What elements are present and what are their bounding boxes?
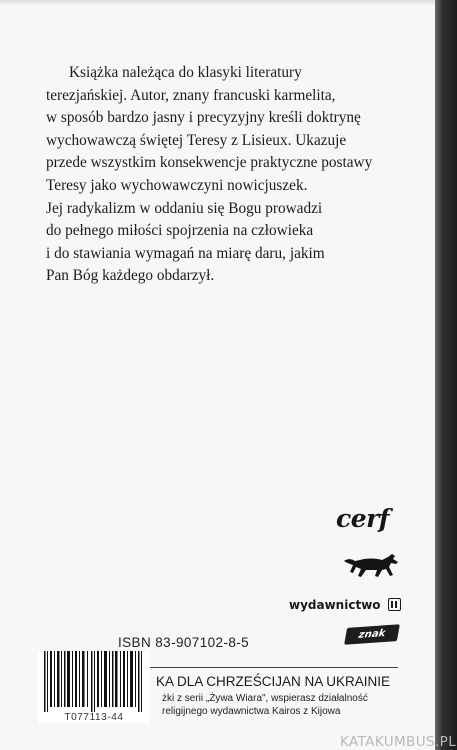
barcode: [38, 651, 150, 723]
promo-text-line: żki z serii „Żywa Wiara", wspierasz działalność: [162, 693, 368, 704]
blurb-line: Teresy jako wychowawczyni nowicjuszek.: [46, 176, 308, 194]
promo-title: KA DLA CHRZEŚCIJAN NA UKRAINIE: [156, 674, 391, 689]
blurb-line: Jej radykalizm w oddaniu się Bogu prowadzi: [46, 199, 323, 217]
blurb-line: w sposób bardzo jasny i precyzyjny kreśli doktrynę: [46, 109, 361, 127]
promo-divider: [150, 667, 398, 668]
horse-silhouette-icon: [342, 549, 402, 583]
m-square-icon: [388, 598, 401, 611]
scan-top-shadow: [0, 0, 435, 6]
blurb-line: Książka należąca do klasyki literatury: [69, 64, 302, 81]
blurb-line: terezjańskiej. Autor, znany francuski karmelita,: [46, 86, 336, 104]
scan-dark-edge: [435, 0, 457, 750]
znak-logo: znak: [344, 624, 400, 645]
promo-text-line: religijnego wydawnictwa Kairos z Kijowa: [162, 706, 341, 717]
blurb-line: do pełnego miłości spojrzenia na człowieka: [46, 222, 314, 240]
source-watermark: KATAKUMBUS.PL: [340, 734, 457, 750]
cover-blurb: [46, 62, 396, 288]
blurb-line: wychowawczą świętej Teresy z Lisieux. Ukazuje: [46, 131, 347, 149]
wydawnictwo-label: wydawnictwo: [289, 598, 381, 612]
blurb-line: przede wszystkim konsekwencje praktyczne postawy: [46, 154, 373, 172]
blurb-line: Pan Bóg każdego obdarzył.: [46, 267, 215, 285]
blurb-line: i do stawiania wymagań na miarę daru, jakim: [46, 244, 325, 262]
barcode-bars: [38, 651, 150, 712]
isbn-text: ISBN 83-907102-8-5: [118, 635, 250, 650]
barcode-number: T077113-44: [64, 712, 124, 723]
cerf-logo: cerf: [336, 504, 390, 533]
